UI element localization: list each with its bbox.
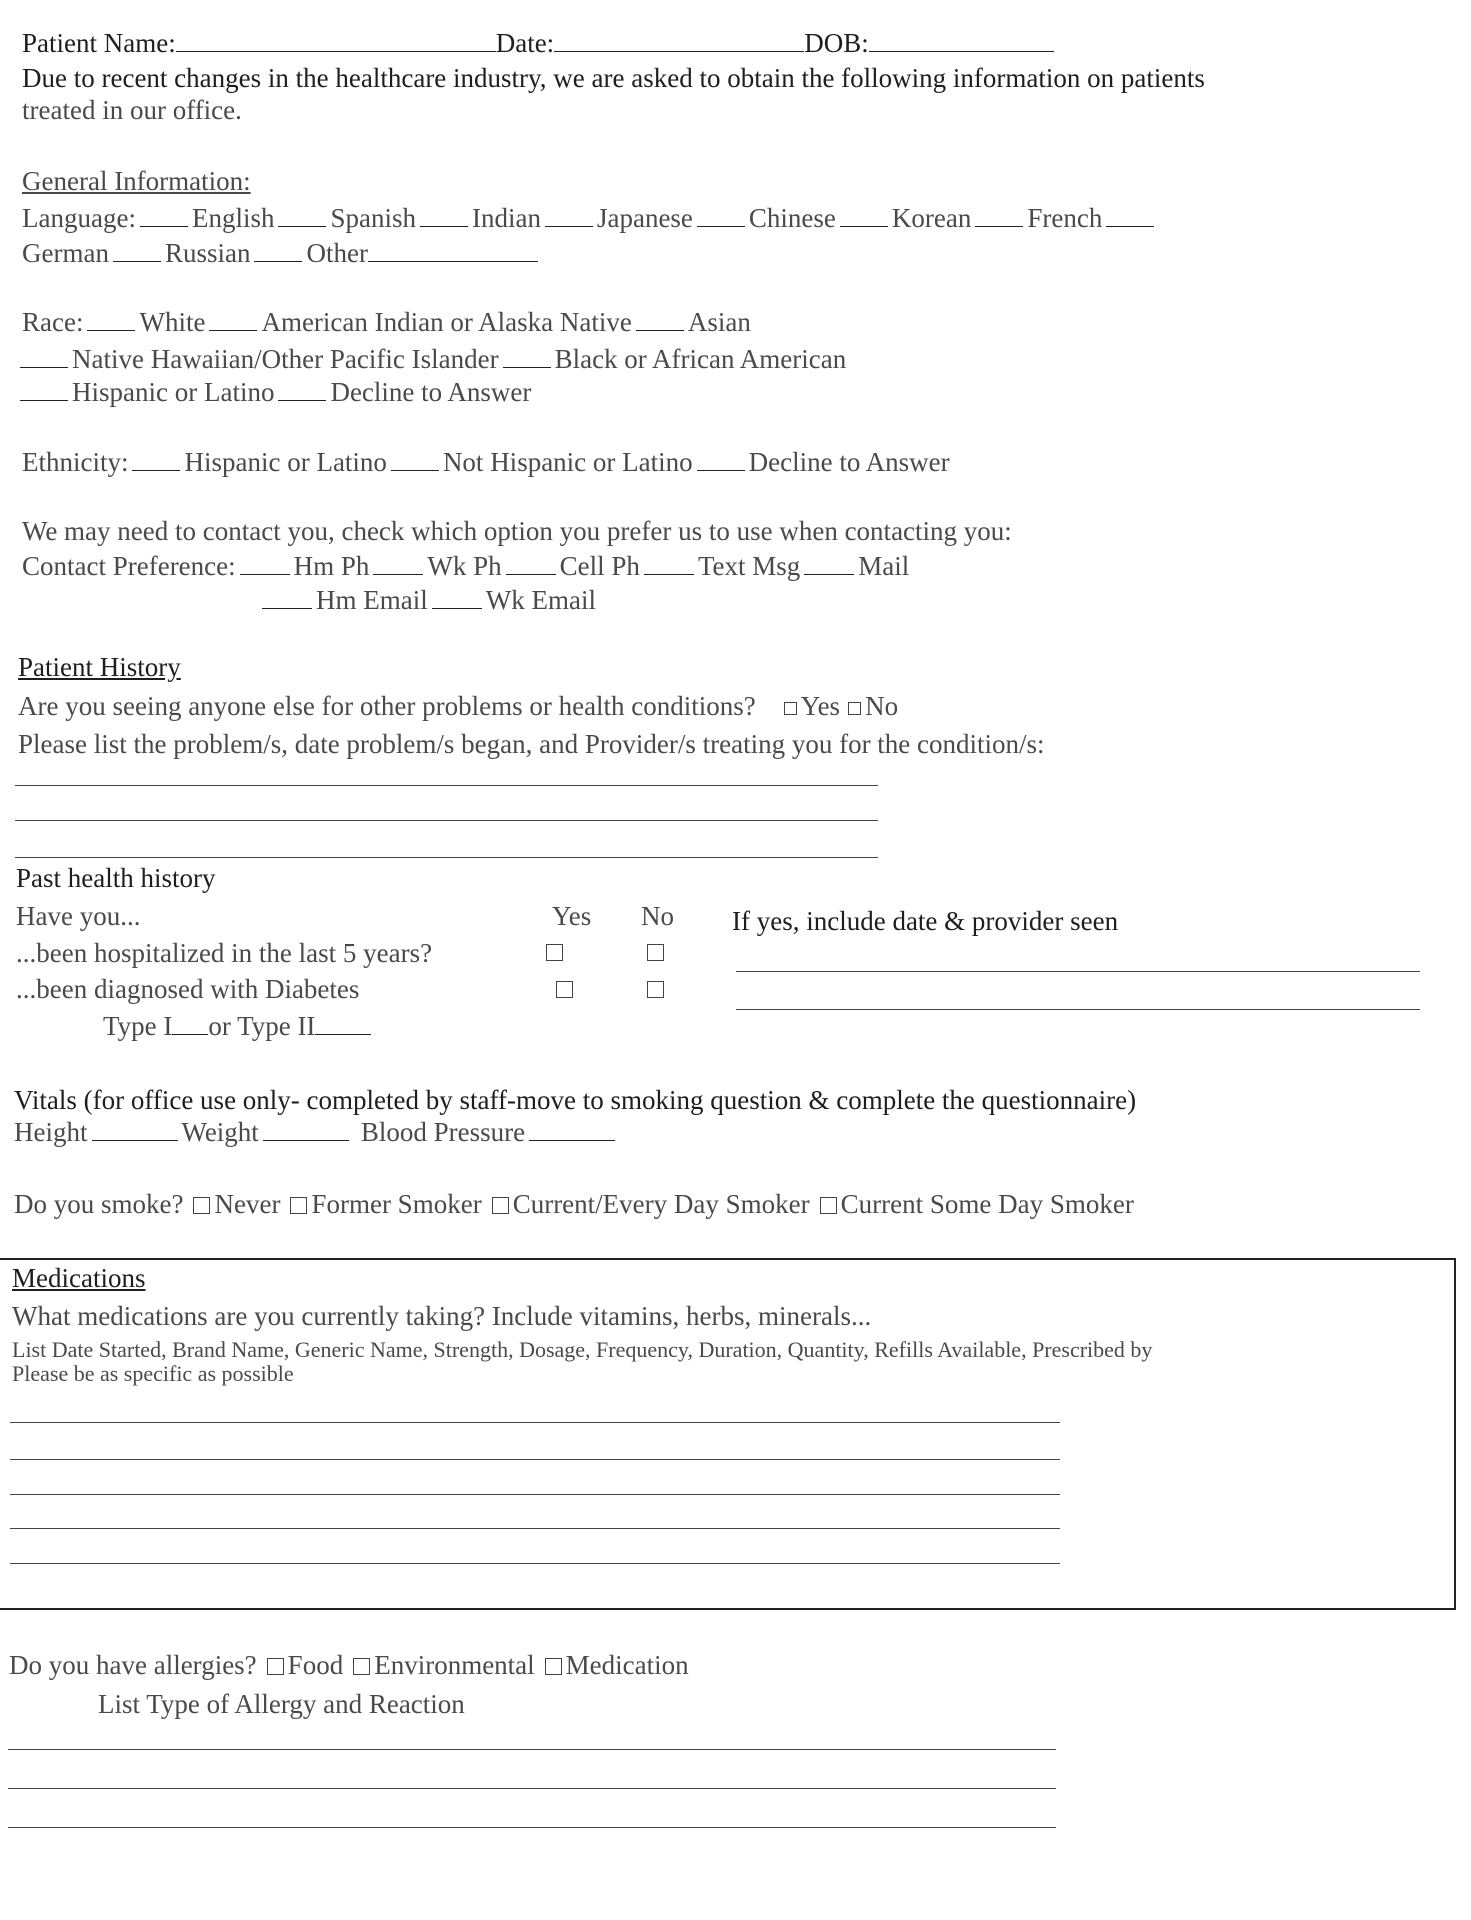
medication-line[interactable]	[10, 1422, 1060, 1423]
patient-name-field[interactable]	[176, 29, 496, 52]
have-you-label: Have you...	[16, 901, 141, 931]
medications-specific: Please be as specific as possible	[12, 1361, 294, 1386]
race-asian: Asian	[687, 307, 751, 337]
height-label: Height	[14, 1117, 88, 1147]
type-i-label: Type I	[103, 1011, 173, 1041]
vitals-title: Vitals (for office use only- completed by staff-move to smoking question & complete the questionnaire)	[14, 1085, 1137, 1115]
allergies-row	[9, 1648, 689, 1682]
medication-line[interactable]	[10, 1494, 1060, 1495]
no-checkbox[interactable]	[848, 702, 861, 715]
allergy-line[interactable]	[8, 1827, 1056, 1828]
list-prompt: Please list the problem/s, date problem/s began, and Provider/s treating you for the condition/s:	[18, 729, 1045, 759]
medication-line[interactable]	[10, 1528, 1060, 1529]
patient-name-label: Patient Name:	[22, 28, 176, 58]
no-column-header: No	[641, 901, 674, 931]
weight-label: Weight	[181, 1117, 259, 1147]
dob-field[interactable]	[869, 29, 1054, 52]
medications-title: Medications	[12, 1263, 146, 1293]
contact-cell-ph: Cell Ph	[559, 551, 640, 581]
allergy-line[interactable]	[8, 1788, 1056, 1789]
contact-wk-email: Wk Email	[485, 585, 596, 615]
vitals-row	[14, 1115, 619, 1149]
food-checkbox[interactable]	[267, 1658, 284, 1675]
race-row-1	[22, 305, 751, 339]
race-label: Race:	[22, 307, 84, 337]
ethnicity-row	[22, 445, 950, 479]
race-black: Black or African American	[554, 344, 847, 374]
hospitalized-no-checkbox[interactable]	[647, 944, 664, 961]
allergy-list-label: List Type of Allergy and Reaction	[98, 1689, 465, 1719]
environmental-label: Environmental	[374, 1650, 535, 1680]
contact-text-msg: Text Msg	[697, 551, 801, 581]
language-row-1	[22, 201, 1158, 235]
never-checkbox[interactable]	[193, 1197, 210, 1214]
never-label: Never	[214, 1189, 281, 1219]
environmental-checkbox[interactable]	[353, 1658, 370, 1675]
smoke-row	[14, 1187, 1134, 1221]
allergies-question: Do you have allergies?	[9, 1650, 257, 1680]
contact-prompt: We may need to contact you, check which option you prefer us to use when contacting you:	[22, 516, 1012, 546]
lang-spanish: Spanish	[330, 203, 416, 233]
race-american-indian: American Indian or Alaska Native	[261, 307, 632, 337]
yes-label: Yes	[800, 691, 841, 721]
contact-wk-ph: Wk Ph	[427, 551, 502, 581]
answer-line[interactable]	[15, 857, 878, 858]
patient-history-title: Patient History	[18, 652, 181, 682]
medications-fields: List Date Started, Brand Name, Generic Name, Strength, Dosage, Frequency, Duration, Quantity, Refills Available, Prescribed by	[12, 1337, 1153, 1362]
race-row-3	[20, 375, 531, 409]
smoke-question: Do you smoke?	[14, 1189, 184, 1219]
q-diabetes: ...been diagnosed with Diabetes	[16, 974, 360, 1004]
race-white: White	[139, 307, 206, 337]
medication-checkbox[interactable]	[545, 1658, 562, 1675]
diabetes-no-checkbox[interactable]	[647, 981, 664, 998]
ethnicity-label: Ethnicity:	[22, 447, 129, 477]
if-yes-header: If yes, include date & provider seen	[732, 906, 1119, 936]
contact-label: Contact Preference:	[22, 551, 236, 581]
lang-french: French	[1027, 203, 1103, 233]
type-ii-label: or Type II	[208, 1011, 316, 1041]
diabetes-yes-checkbox[interactable]	[556, 981, 573, 998]
current-some-day-label: Current Some Day Smoker	[840, 1189, 1134, 1219]
race-row-2	[20, 342, 846, 376]
current-every-day-label: Current/Every Day Smoker	[512, 1189, 810, 1219]
contact-mail: Mail	[858, 551, 910, 581]
lang-other: Other	[306, 238, 368, 268]
no-label: No	[865, 691, 899, 721]
former-checkbox[interactable]	[290, 1197, 307, 1214]
lang-korean: Korean	[891, 203, 972, 233]
race-native-hawaiian: Native Hawaiian/Other Pacific Islander	[72, 344, 499, 374]
yes-checkbox[interactable]	[784, 702, 797, 715]
lang-english: English	[191, 203, 275, 233]
intro-line-2: treated in our office.	[22, 95, 242, 125]
eth-not-hispanic: Not Hispanic or Latino	[442, 447, 693, 477]
general-info-title: General Information:	[22, 166, 251, 196]
question-text: Are you seeing anyone else for other problems or health conditions?	[18, 691, 756, 721]
current-some-day-checkbox[interactable]	[820, 1197, 837, 1214]
contact-row-1	[22, 549, 909, 583]
hospitalized-details-line[interactable]	[736, 971, 1420, 972]
yes-column-header: Yes	[552, 901, 592, 931]
past-history-title: Past health history	[16, 863, 216, 893]
eth-hispanic: Hispanic or Latino	[184, 447, 387, 477]
hospitalized-yes-checkbox[interactable]	[546, 944, 563, 961]
food-label: Food	[287, 1650, 344, 1680]
contact-hm-ph: Hm Ph	[293, 551, 370, 581]
former-label: Former Smoker	[311, 1189, 482, 1219]
language-row-2	[22, 236, 538, 270]
patient-info-row	[22, 26, 1054, 60]
other-provider-question	[18, 689, 898, 723]
dob-label: DOB:	[804, 28, 869, 58]
eth-decline: Decline to Answer	[748, 447, 950, 477]
answer-line[interactable]	[15, 820, 878, 821]
contact-row-2	[262, 583, 596, 617]
bp-label: Blood Pressure	[360, 1117, 526, 1147]
intro-line-1: Due to recent changes in the healthcare industry, we are asked to obtain the following information on patients	[22, 63, 1205, 93]
medication-line[interactable]	[10, 1563, 1060, 1564]
race-hispanic: Hispanic or Latino	[72, 377, 275, 407]
allergy-line[interactable]	[8, 1749, 1056, 1750]
language-label: Language:	[22, 203, 136, 233]
contact-hm-email: Hm Email	[316, 585, 428, 615]
lang-japanese: Japanese	[596, 203, 693, 233]
date-label: Date:	[495, 28, 555, 58]
medication-line[interactable]	[10, 1459, 1060, 1460]
medications-question: What medications are you currently taking? Include vitamins, herbs, minerals...	[12, 1301, 872, 1331]
q-hospitalized: ...been hospitalized in the last 5 years?	[16, 938, 433, 968]
current-every-day-checkbox[interactable]	[492, 1197, 509, 1214]
answer-line[interactable]	[15, 785, 878, 786]
diabetes-type-row	[103, 1009, 371, 1043]
lang-russian: Russian	[164, 238, 251, 268]
diabetes-details-line[interactable]	[736, 1009, 1420, 1010]
medication-label: Medication	[565, 1650, 689, 1680]
lang-chinese: Chinese	[748, 203, 836, 233]
lang-indian: Indian	[471, 203, 541, 233]
date-field[interactable]	[554, 29, 804, 52]
lang-german: German	[22, 238, 109, 268]
race-decline: Decline to Answer	[330, 377, 532, 407]
